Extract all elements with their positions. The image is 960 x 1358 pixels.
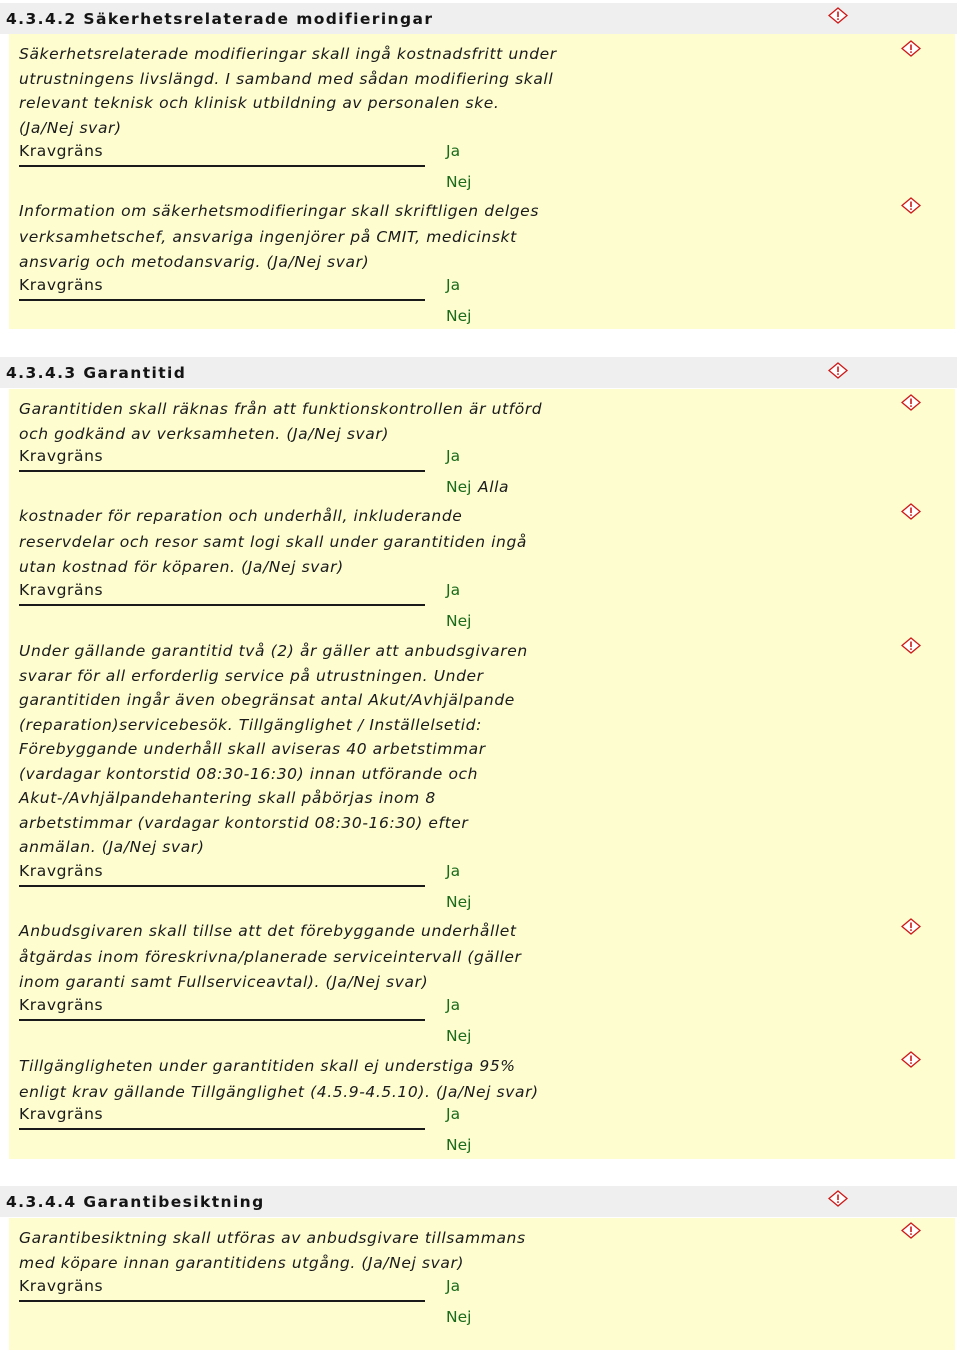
section-header bbox=[0, 3, 957, 34]
kravgrans-label: Kravgräns bbox=[19, 447, 104, 465]
limit-input-line[interactable] bbox=[19, 470, 425, 472]
limit-input-line[interactable] bbox=[19, 299, 425, 301]
warning-icon[interactable] bbox=[901, 1051, 921, 1068]
kravgrans-label: Kravgräns bbox=[19, 276, 104, 294]
option-no-suffix: Alla bbox=[478, 478, 510, 496]
section-header bbox=[0, 357, 957, 388]
option-yes[interactable]: Ja bbox=[446, 1277, 461, 1295]
option-no[interactable]: Nej bbox=[446, 478, 472, 496]
kravgrans-label: Kravgräns bbox=[19, 581, 104, 599]
warning-icon[interactable] bbox=[901, 918, 921, 935]
kravgrans-label: Kravgräns bbox=[19, 1105, 104, 1123]
option-yes[interactable]: Ja bbox=[446, 862, 461, 880]
warning-icon[interactable] bbox=[828, 1190, 848, 1207]
kravgrans-label: Kravgräns bbox=[19, 862, 104, 880]
limit-input-line[interactable] bbox=[19, 1019, 425, 1021]
option-yes[interactable]: Ja bbox=[446, 996, 461, 1014]
option-yes[interactable]: Ja bbox=[446, 142, 461, 160]
section-title: 4.3.4.3 Garantitid bbox=[6, 364, 187, 382]
option-yes[interactable]: Ja bbox=[446, 447, 461, 465]
kravgrans-label: Kravgräns bbox=[19, 142, 104, 160]
requirement-text: Garantibesiktning skall utföras av anbudsgivare tillsammans med köpare innan garantitidens utgång. (Ja/Nej svar) bbox=[19, 1229, 526, 1272]
requirement-text: kostnader för reparation och underhåll, inkluderande reservdelar och resor samt logi skall under garantitiden ingå utan kostnad för köparen. (Ja/Nej svar) bbox=[19, 507, 528, 576]
warning-icon[interactable] bbox=[901, 197, 921, 214]
option-no[interactable]: Nej bbox=[446, 307, 472, 325]
option-yes[interactable]: Ja bbox=[446, 276, 461, 294]
option-no[interactable]: Nej bbox=[446, 893, 472, 911]
requirement-text: Tillgängligheten under garantitiden skall ej understiga 95% enligt krav gällande Tillgänglighet (4.5.9-4.5.10). (Ja/Nej svar) bbox=[19, 1057, 539, 1101]
warning-icon[interactable] bbox=[901, 394, 921, 411]
limit-input-line[interactable] bbox=[19, 1300, 425, 1302]
option-yes[interactable]: Ja bbox=[446, 1105, 461, 1123]
warning-icon[interactable] bbox=[828, 7, 848, 24]
limit-input-line[interactable] bbox=[19, 885, 425, 887]
limit-input-line[interactable] bbox=[19, 604, 425, 606]
limit-input-line[interactable] bbox=[19, 1128, 425, 1130]
limit-input-line[interactable] bbox=[19, 165, 425, 167]
warning-icon[interactable] bbox=[828, 362, 848, 379]
option-no[interactable]: Nej bbox=[446, 1136, 472, 1154]
section-title: 4.3.4.4 Garantibesiktning bbox=[6, 1193, 265, 1211]
requirement-text: Information om säkerhetsmodifieringar skall skriftligen delges verksamhetschef, ansvariga ingenjörer på CMIT, medicinskt ansvarig och metodansvarig. (Ja/Nej svar) bbox=[19, 202, 539, 271]
option-yes[interactable]: Ja bbox=[446, 581, 461, 599]
warning-icon[interactable] bbox=[901, 637, 921, 654]
option-no[interactable]: Nej bbox=[446, 1027, 472, 1045]
option-no[interactable]: Nej bbox=[446, 173, 472, 191]
kravgrans-label: Kravgräns bbox=[19, 996, 104, 1014]
warning-icon[interactable] bbox=[901, 503, 921, 520]
requirement-text: Under gällande garantitid två (2) år gäller att anbudsgivaren svarar för all erforderlig service på utrustningen. Under garantitiden ingår även obegränsat antal Akut/Avhjälpande (reparation)servicebesök. Tillgänglighet / Inställelsetid: Förebyggande underhåll skall aviseras 40 arbetstimmar (vardagar kontorstid 08:30-16:30) innan utförande och Akut-/Avhjälpandehantering skall påbörjas inom 8 arbetstimmar (vardagar kontorstid 08:30-16:30) efter anmälan. (Ja/Nej svar) bbox=[19, 642, 528, 856]
requirement-text: Säkerhetsrelaterade modifieringar skall ingå kostnadsfritt under utrustningens livslängd. I samband med sådan modifiering skall relevant teknisk och klinisk utbildning av personalen ske. (Ja/Nej svar) bbox=[19, 45, 557, 137]
kravgrans-label: Kravgräns bbox=[19, 1277, 104, 1295]
section-header bbox=[0, 1186, 957, 1217]
section-title: 4.3.4.2 Säkerhetsrelaterade modifieringar bbox=[6, 10, 434, 28]
requirement-text: Anbudsgivaren skall tillse att det förebyggande underhållet åtgärdas inom föreskrivna/planerade serviceintervall (gäller inom garanti samt Fullserviceavtal). (Ja/Nej svar) bbox=[19, 922, 522, 991]
option-no[interactable]: Nej bbox=[446, 612, 472, 630]
warning-icon[interactable] bbox=[901, 40, 921, 57]
option-no[interactable]: Nej bbox=[446, 1308, 472, 1326]
requirement-text: Garantitiden skall räknas från att funktionskontrollen är utförd och godkänd av verksamheten. (Ja/Nej svar) bbox=[19, 400, 543, 443]
warning-icon[interactable] bbox=[901, 1222, 921, 1239]
